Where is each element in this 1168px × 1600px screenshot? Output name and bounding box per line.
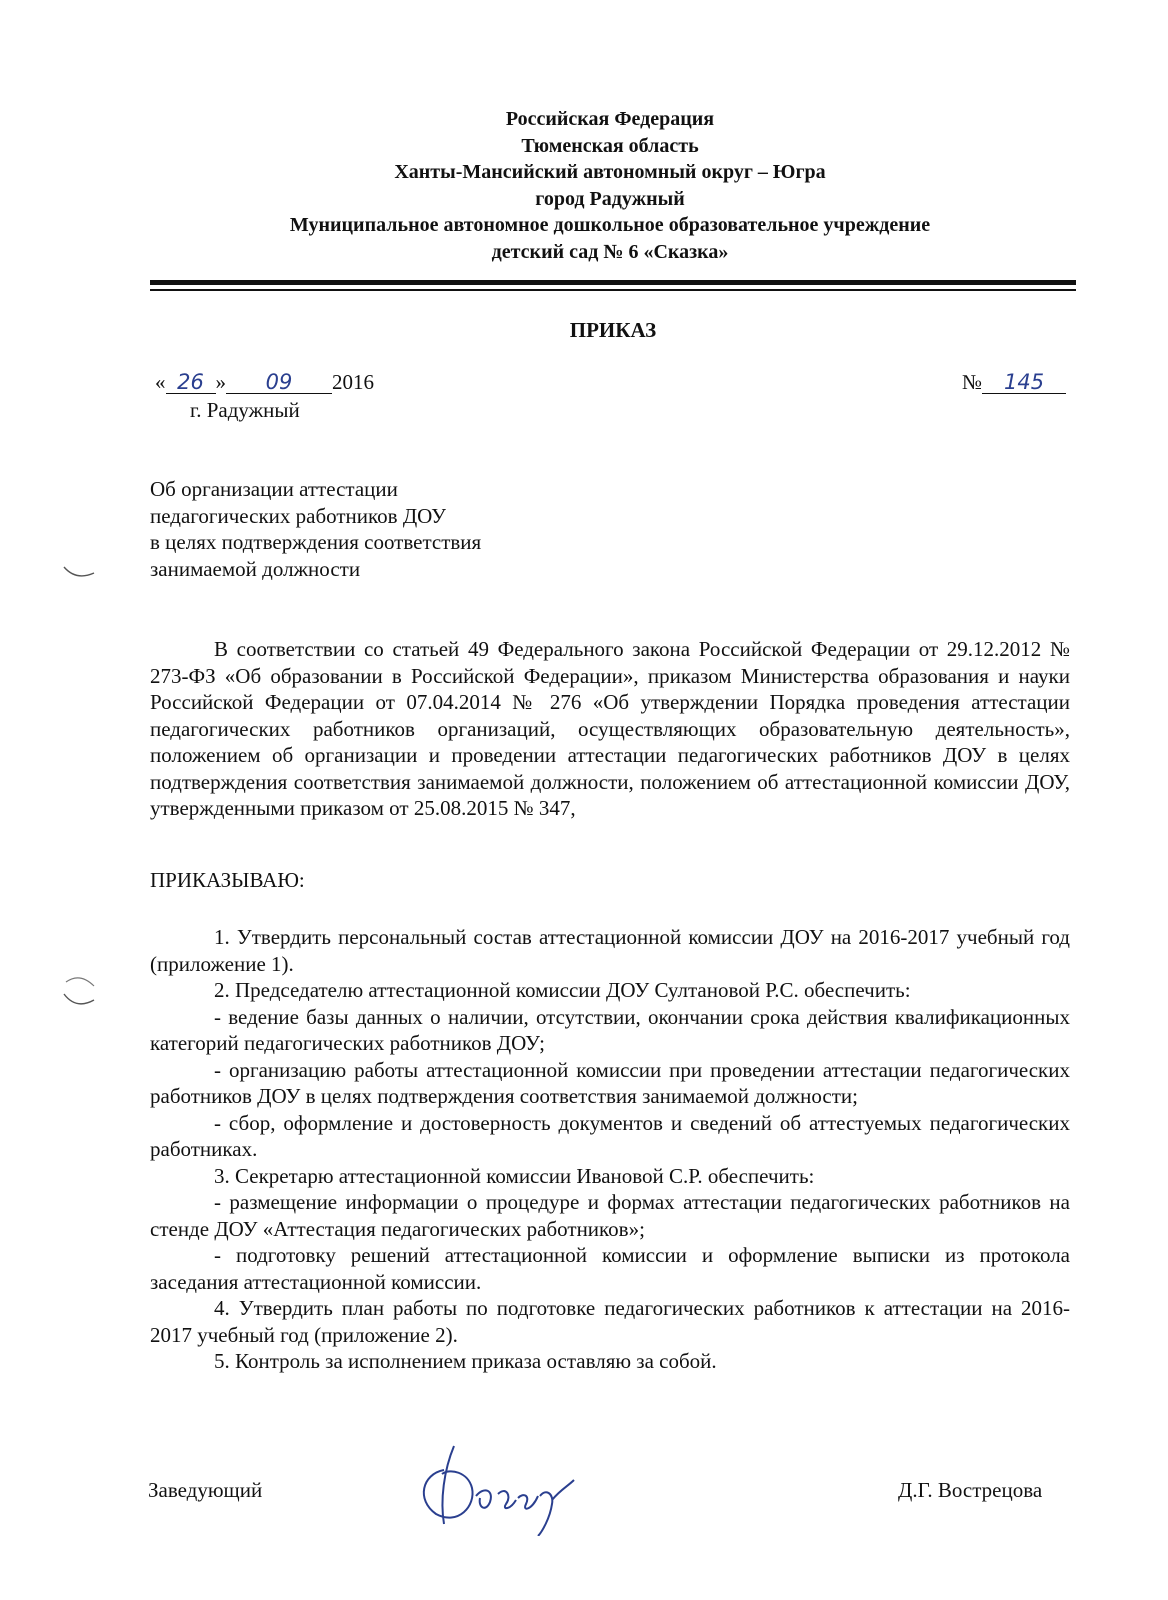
order-item: - ведение базы данных о наличии, отсутствии, окончании срока действия квалификационных категорий педагогических работников ДОУ;: [150, 1004, 1070, 1055]
order-item: - организацию работы аттестационной комиссии при проведении аттестации педагогических работников ДОУ в целях подтверждения соответствия занимаемой должности;: [150, 1057, 1070, 1108]
subject-line: занимаемой должности: [150, 556, 361, 581]
header-region: Тюменская область: [521, 134, 699, 157]
order-date: [155, 370, 374, 395]
date-open-quote: «: [155, 370, 166, 394]
handwritten-signature: [414, 1440, 594, 1536]
preamble-paragraph: В соответствии со статьей 49 Федерального закона Российской Федерации от 29.12.2012 № 273-ФЗ «Об образовании в Российской Федерации», приказом Министерства образования и науки Российской Федерации от 07.04.2014 № 276 «Об утверждении Порядка проведения аттестации педагогических работников организаций, осуществляющих образовательную деятельность», положением об организации и проведении аттестации педагогических работников ДОУ в целях подтверждения соответствия занимаемой должности, положением об аттестационной комиссии ДОУ, утвержденными приказом от 25.08.2015 № 347,: [150, 637, 1070, 820]
header-district: Ханты-Мансийский автономный округ – Югра: [394, 161, 826, 183]
order-item: 2. Председателю аттестационной комиссии ДОУ Султановой Р.С. обеспечить:: [214, 978, 911, 1002]
punch-hole-mark: [62, 992, 96, 1010]
punch-hole-mark: [62, 974, 96, 992]
date-day-handwritten: 26: [166, 371, 216, 394]
order-item: 1. Утвердить персональный состав аттестационной комиссии ДОУ на 2016-2017 учебный год (приложение 1).: [150, 925, 1070, 976]
subject-line: в целях подтверждения соответствия: [150, 530, 482, 554]
document-header: [150, 106, 1070, 265]
date-month-handwritten: 09: [226, 371, 332, 394]
header-kindergarten: детский сад № 6 «Сказка»: [491, 240, 729, 263]
order-item: 3. Секретарю аттестационной комиссии Ивановой С.Р. обеспечить:: [214, 1163, 815, 1188]
order-directive: ПРИКАЗЫВАЮ:: [150, 868, 305, 892]
order-item: 4. Утвердить план работы по подготовке педагогических работников к аттестации на 2016-2017 учебный год (приложение 2).: [150, 1296, 1070, 1347]
subject-line: Об организации аттестации: [150, 477, 398, 501]
order-item: - сбор, оформление и достоверность документов и сведений об аттестуемых педагогических работниках.: [150, 1110, 1070, 1161]
signatory-name: Д.Г. Вострецова: [898, 1478, 1043, 1502]
order-item: - размещение информации о процедуре и формах аттестации педагогических работников на стенде ДОУ «Аттестация педагогических работников»;: [150, 1190, 1070, 1241]
order-number: [962, 370, 1066, 395]
header-organization: Муниципальное автономное дошкольное образовательное учреждение: [289, 214, 931, 236]
signatory-position: Заведующий: [148, 1478, 263, 1502]
header-divider-thick: [150, 280, 1076, 285]
order-number-label: №: [962, 370, 983, 394]
order-city: г. Радужный: [190, 398, 300, 422]
order-subject: [150, 476, 481, 582]
order-number-handwritten: 145: [982, 371, 1066, 394]
subject-line: педагогических работников ДОУ: [150, 503, 447, 528]
date-close-quote: »: [215, 370, 226, 394]
order-preamble: [150, 636, 1070, 822]
header-divider-thin: [150, 289, 1076, 291]
order-item: 5. Контроль за исполнением приказа оставляю за собой.: [214, 1349, 717, 1373]
header-city: город Радужный: [535, 187, 685, 210]
order-item: - подготовку решений аттестационной комиссии и оформление выписки из протокола заседания аттестационной комиссии.: [150, 1243, 1070, 1294]
header-country: Российская Федерация: [505, 108, 715, 130]
document-title: ПРИКАЗ: [569, 318, 657, 342]
date-year: 2016: [332, 370, 374, 394]
order-items: [150, 924, 1070, 1375]
punch-hole-mark: [62, 563, 96, 581]
